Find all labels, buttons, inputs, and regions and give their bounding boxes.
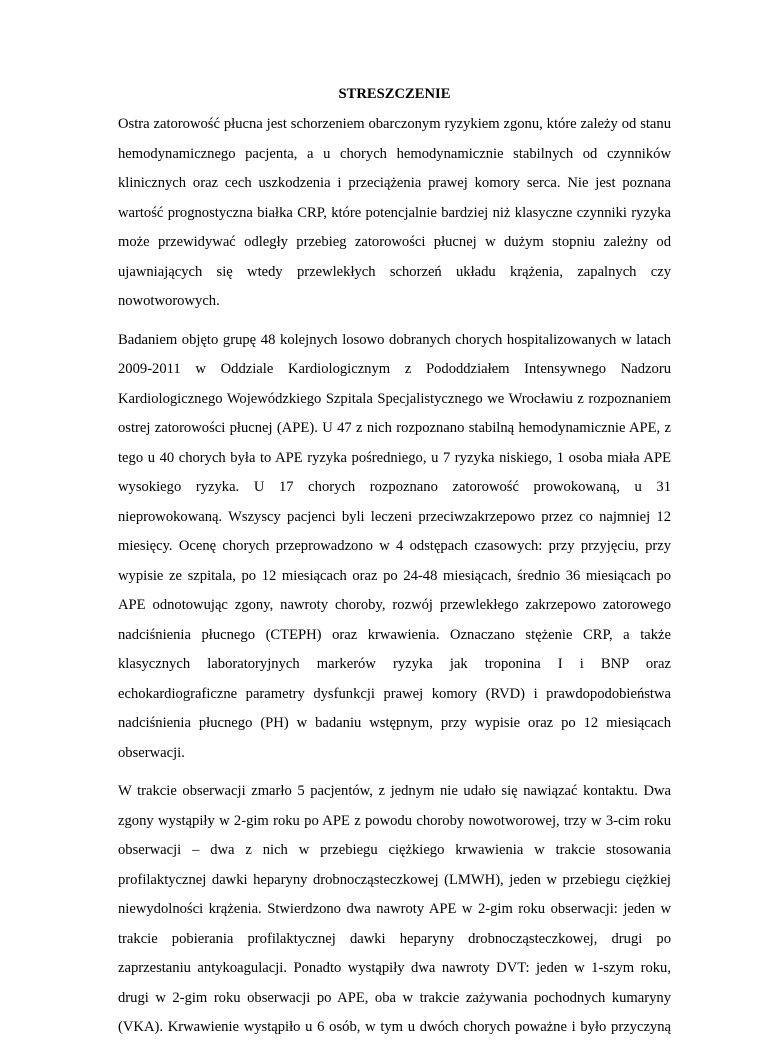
- text-line: Kardiologicznego Wojewódzkiego Szpitala Specjalistycznego we Wrocławiu z rozpoznaniem: [118, 390, 671, 407]
- text-line: ostrej zatorowości płucnej (APE). U 47 z nich rozpoznano stabilną hemodynamicznie APE, z: [118, 420, 671, 436]
- document-title: STRESZCZENIE: [338, 86, 451, 102]
- text-line: ujawniających się wtedy przewlekłych schorzeń układu krążenia, zapalnych czy: [118, 263, 671, 280]
- text-line: zgony wystąpiły w 2-gim roku po APE z powodu choroby nowotworowej, trzy w 3-cim roku: [118, 812, 671, 829]
- text-line: miesięcy. Ocenę chorych przeprowadzono w 4 odstępach czasowych: przy przyjęciu, przy: [118, 538, 671, 554]
- paragraph-2: [118, 326, 671, 769]
- text-line: wypisie ze szpitala, po 12 miesiącach oraz po 24-48 miesiącach, średnio 36 miesiącach po: [118, 567, 671, 584]
- text-line: niewydolności krążenia. Stwierdzono dwa nawroty APE w 2-gim roku obserwacji: jeden w: [118, 901, 671, 917]
- text-line: trakcie pobierania profilaktycznej dawki heparyny drobnocząsteczkowej, drugi po: [118, 930, 671, 947]
- paragraph-container: [118, 110, 671, 1043]
- text-line: Ostra zatorowość płucna jest schorzeniem obarczonym ryzykiem zgonu, które zależy od stanu: [118, 116, 671, 132]
- text-line: nadciśnienia płucnego (PH) w badaniu wstępnym, przy wypisie oraz po 12 miesiącach: [118, 715, 671, 731]
- text-line: echokardiograficzne parametry dysfunkcji prawej komory (RVD) i prawdopodobieństwa: [118, 685, 671, 702]
- text-line: profilaktycznej dawki heparyny drobnocząsteczkowej (LMWH), jeden w przebiegu ciężkiej: [118, 871, 671, 888]
- paragraph-3: [118, 777, 671, 1043]
- text-line: wartość prognostyczna białka CRP, które potencjalnie bardziej niż klasyczne czynniki ryzyka: [118, 204, 671, 221]
- text-line: klinicznych oraz cech uszkodzenia i przeciążenia prawej komory serca. Nie jest poznana: [118, 175, 671, 191]
- text-line: tego u 40 chorych była to APE ryzyka pośredniego, u 7 ryzyka niskiego, 1 osoba miała APE: [118, 449, 671, 466]
- text-line: nadciśnienia płucnego (CTEPH) oraz krwawienia. Oznaczano stężenie CRP, a także: [118, 626, 671, 643]
- text-line: zaprzestaniu antykoagulacji. Ponadto wystąpiły dwa nawroty DVT: jeden w 1-szym roku,: [118, 960, 671, 976]
- text-line: może przewidywać odległy przebieg zatorowości płucnej w dużym stopniu zależny od: [118, 234, 671, 250]
- text-line: hemodynamicznego pacjenta, a u chorych hemodynamicznie stabilnych od czynników: [118, 145, 671, 162]
- text-line: 2009-2011 w Oddziale Kardiologicznym z Pododdziałem Intensywnego Nadzoru: [118, 361, 671, 377]
- paragraph-1: [118, 110, 671, 317]
- text-line: obserwacji – dwa z nich w przebiegu ciężkiego krwawienia w trakcie stosowania: [118, 842, 671, 858]
- text-line: W trakcie obserwacji zmarło 5 pacjentów, z jednym nie udało się nawiązać kontaktu. Dwa: [118, 783, 671, 799]
- text-line: Badaniem objęto grupę 48 kolejnych losowo dobranych chorych hospitalizowanych w latach: [118, 331, 671, 348]
- text-line: nowotworowych.: [118, 293, 220, 309]
- text-line: drugi w 2-gim roku obserwacji po APE, oba w trakcie zażywania pochodnych kumaryny: [118, 989, 671, 1006]
- text-line: APE odnotowując zgony, nawroty choroby, rozwój przewlekłego zakrzepowo zatorowego: [118, 597, 671, 613]
- text-line: obserwacji.: [118, 744, 185, 761]
- text-line: klasycznych laboratoryjnych markerów ryzyka jak troponina I i BNP oraz: [118, 656, 671, 672]
- text-line: (VKA). Krwawienie wystąpiło u 6 osób, w tym u dwóch chorych poważne i było przyczyną: [118, 1019, 671, 1035]
- text-line: wysokiego ryzyka. U 17 chorych rozpoznano zatorowość prowokowaną, u 31: [118, 479, 671, 495]
- text-line: nieprowokowaną. Wszyscy pacjenci byli leczeni przeciwzakrzepowo przez co najmniej 12: [118, 508, 671, 525]
- document-body: [118, 84, 671, 1052]
